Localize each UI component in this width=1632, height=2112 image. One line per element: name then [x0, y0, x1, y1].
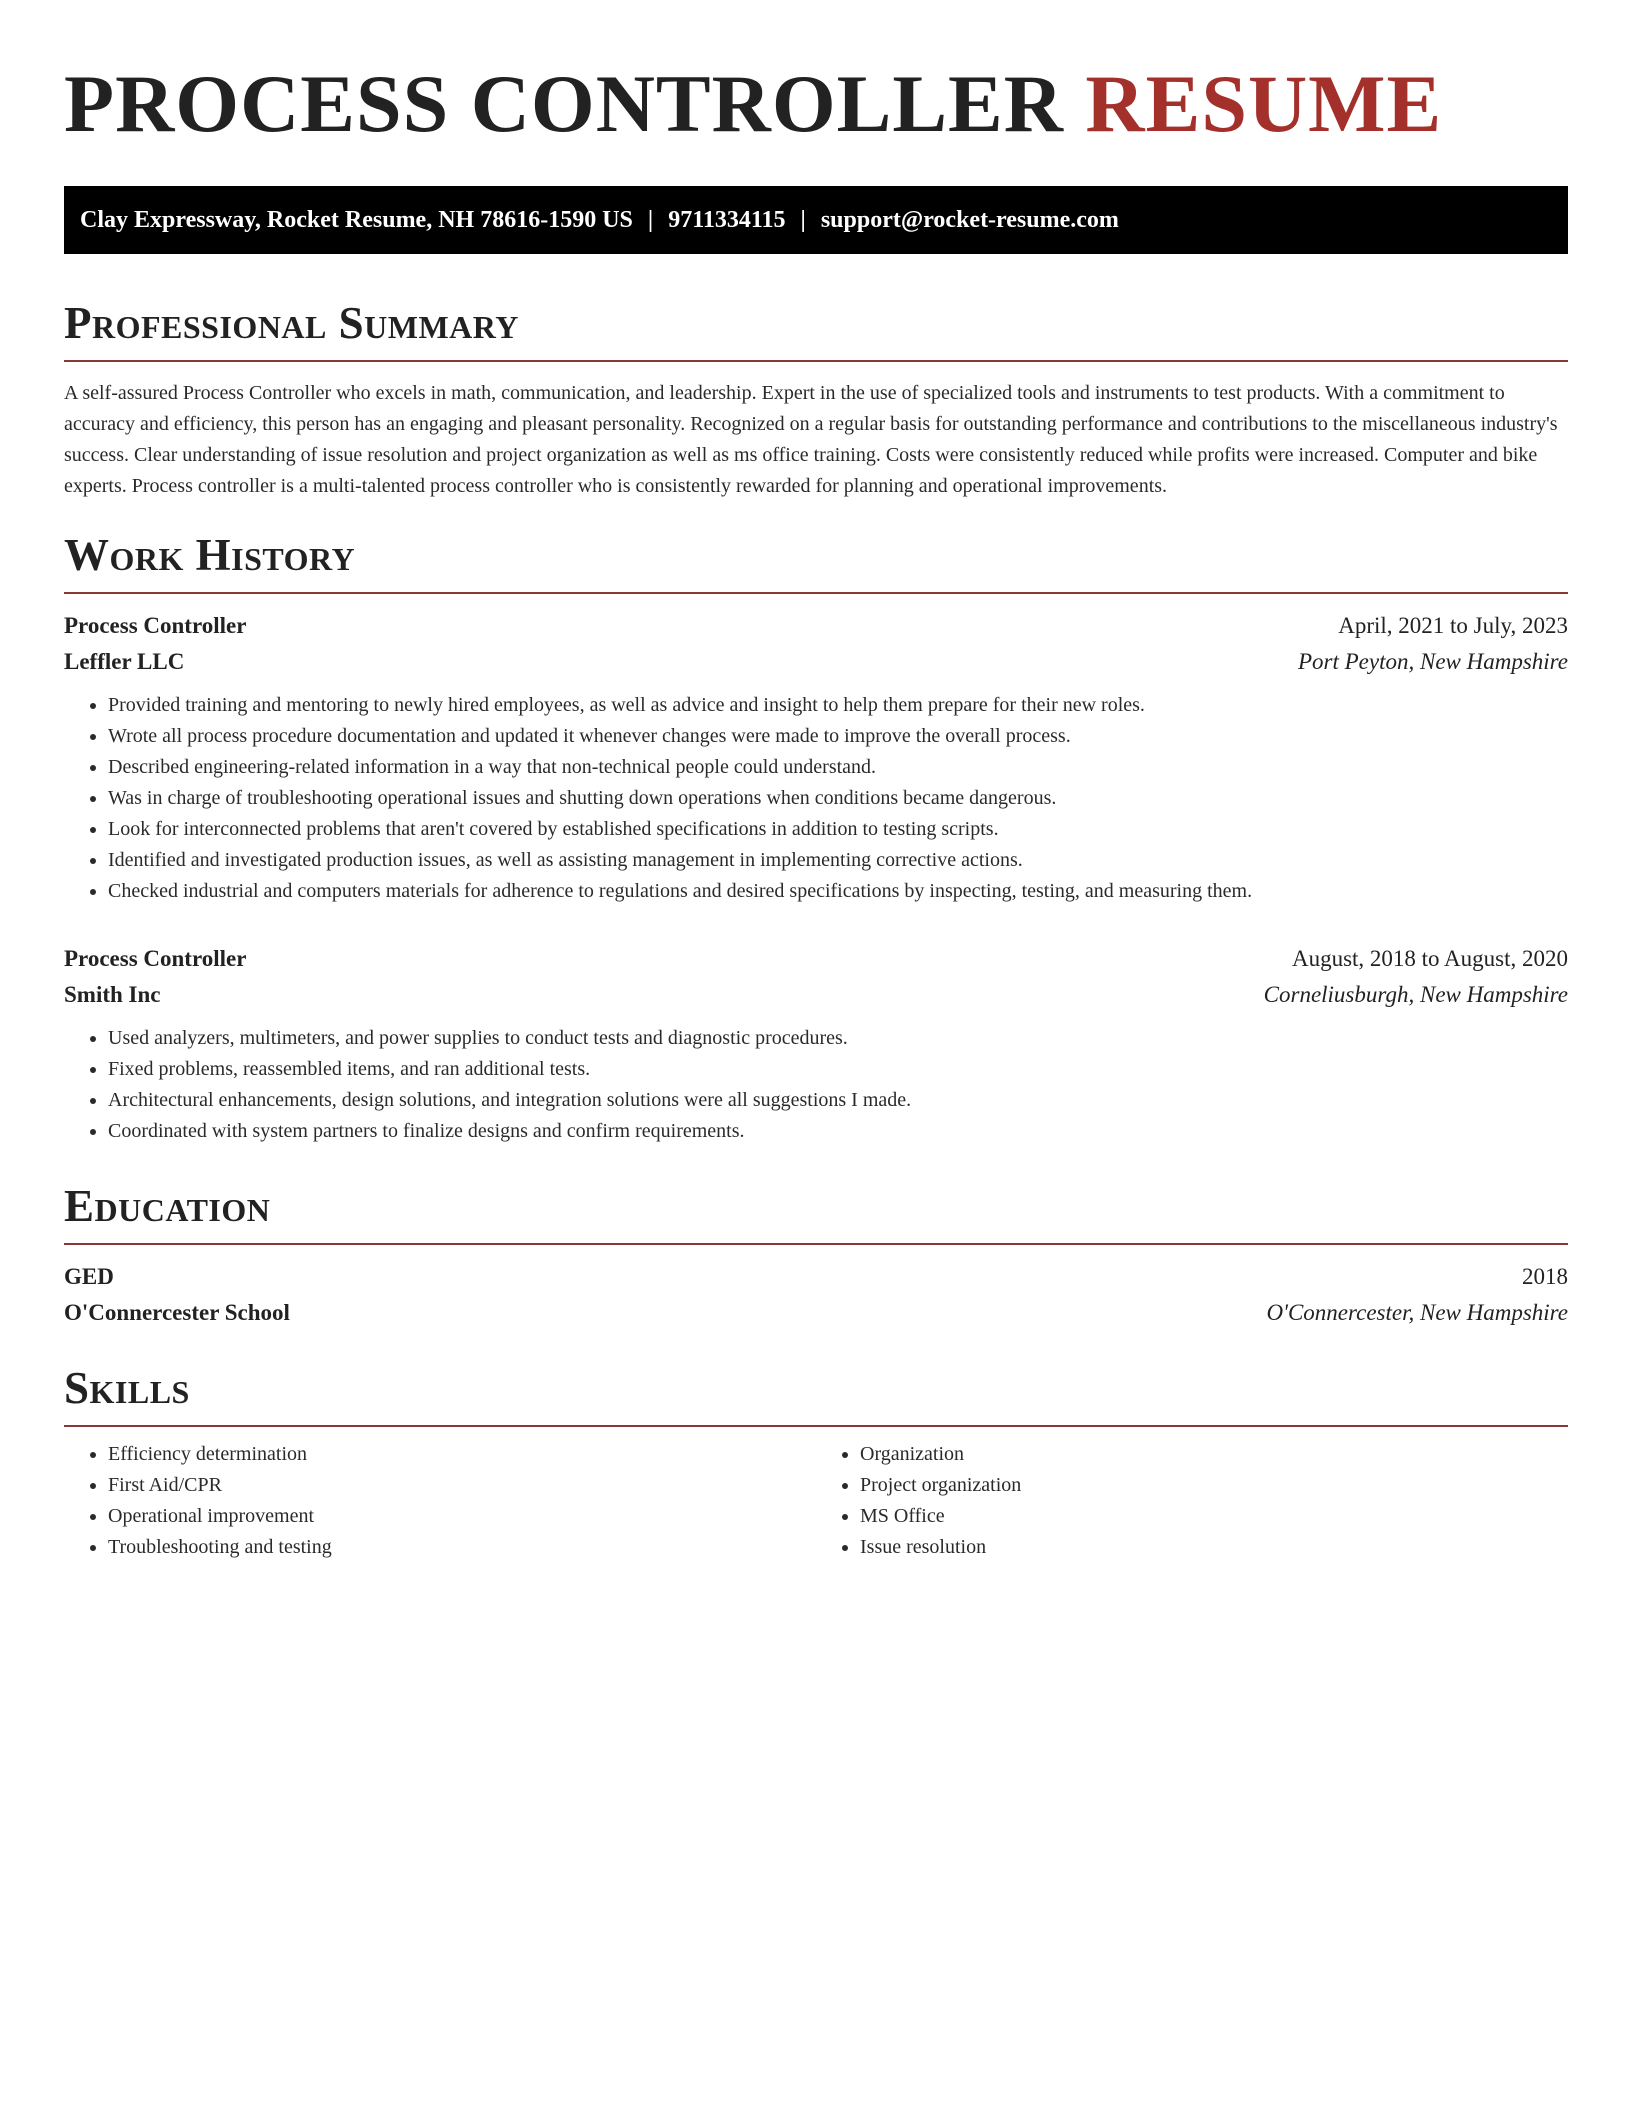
contact-separator: |	[800, 206, 806, 233]
contact-bar	[64, 186, 1568, 254]
skill-item: • Organization	[860, 1439, 1568, 1470]
job-title: Process Controller	[64, 613, 247, 638]
contact-email: support@rocket-resume.com	[820, 206, 1119, 233]
section-heading-education: Education	[64, 1181, 271, 1231]
job-bullets	[64, 690, 1568, 907]
section-heading-skills: Skills	[64, 1363, 190, 1413]
job-company: Smith Inc	[64, 982, 161, 1007]
contact-phone: 9711334115	[668, 206, 786, 233]
skill-item: • Operational improvement	[108, 1501, 816, 1532]
section-heading-work-history: Work History	[64, 530, 356, 580]
work-history-section	[64, 528, 1568, 1147]
title-main: PROCESS CONTROLLER	[64, 58, 1064, 149]
job-bullets	[64, 1023, 1568, 1147]
list-item: • Provided training and mentoring to newly hired employees, as well as advice and insight to help them prepare for their new roles.	[108, 690, 1568, 721]
education-degree: GED	[64, 1264, 114, 1289]
skill-item: • Issue resolution	[860, 1532, 1568, 1563]
job-company: Leffler LLC	[64, 649, 185, 674]
list-item: • Wrote all process procedure documentation and updated it whenever changes were made to improve the overall process.	[108, 721, 1568, 752]
skills-column-right	[816, 1439, 1568, 1563]
section-divider	[64, 1243, 1568, 1245]
list-item: • Architectural enhancements, design solutions, and integration solutions were all suggestions I made.	[108, 1085, 1568, 1116]
list-item: • Was in charge of troubleshooting operational issues and shutting down operations when conditions became dangerous.	[108, 783, 1568, 814]
summary-text: A self-assured Process Controller who excels in math, communication, and leadership. Expert in the use of specialized tools and instruments to test products. With a commitment to accuracy and efficiency, this person has an engaging and pleasant personality. Recognized on a regular basis for outstanding performance and contributions to the miscellaneous industry's success. Clear understanding of issue resolution and project organization as well as ms office training. Costs were consistently reduced while profits were increased. Computer and bike experts. Process controller is a multi-talented process controller who is consistently rewarded for planning and operational improvements.	[64, 382, 1558, 497]
contact-address: Clay Expressway, Rocket Resume, NH 78616-1590 US	[80, 206, 633, 233]
education-school: O'Connercester School	[64, 1300, 290, 1325]
job-dates: August, 2018 to August, 2020	[1291, 946, 1568, 971]
section-heading-summary: Professional Summary	[64, 298, 519, 348]
skills-section	[64, 1361, 1568, 1563]
list-item: • Fixed problems, reassembled items, and ran additional tests.	[108, 1054, 1568, 1085]
list-item: • Coordinated with system partners to finalize designs and confirm requirements.	[108, 1116, 1568, 1147]
job-dates: April, 2021 to July, 2023	[1338, 613, 1568, 638]
skill-item: • Troubleshooting and testing	[108, 1532, 816, 1563]
job-entry	[64, 941, 1568, 1147]
list-item: • Used analyzers, multimeters, and power supplies to conduct tests and diagnostic procedures.	[108, 1023, 1568, 1054]
job-title: Process Controller	[64, 946, 247, 971]
skill-item: • MS Office	[860, 1501, 1568, 1532]
education-entry	[64, 1259, 1568, 1331]
summary-section	[64, 296, 1568, 502]
skill-item: • Efficiency determination	[108, 1439, 816, 1470]
title-accent: RESUME	[1085, 58, 1443, 149]
education-section	[64, 1179, 1568, 1331]
contact-separator: |	[647, 206, 654, 233]
skill-item: • First Aid/CPR	[108, 1470, 816, 1501]
list-item: • Described engineering-related information in a way that non-technical people could understand.	[108, 752, 1568, 783]
education-year: 2018	[1522, 1264, 1568, 1289]
job-location: Port Peyton, New Hampshire	[1297, 649, 1568, 674]
job-entry	[64, 608, 1568, 907]
page-title	[64, 0, 1568, 150]
education-location: O'Connercester, New Hampshire	[1266, 1300, 1568, 1325]
list-item: • Identified and investigated production issues, as well as assisting management in implementing corrective actions.	[108, 845, 1568, 876]
section-divider	[64, 592, 1568, 594]
section-divider	[64, 1425, 1568, 1427]
job-location: Corneliusburgh, New Hampshire	[1263, 982, 1568, 1007]
skills-grid	[64, 1439, 1568, 1563]
section-divider	[64, 360, 1568, 362]
list-item: • Checked industrial and computers materials for adherence to regulations and desired specifications by inspecting, testing, and measuring them.	[108, 876, 1568, 907]
skills-column-left	[64, 1439, 816, 1563]
skill-item: • Project organization	[860, 1470, 1568, 1501]
list-item: • Look for interconnected problems that aren't covered by established specifications in addition to testing scripts.	[108, 814, 1568, 845]
